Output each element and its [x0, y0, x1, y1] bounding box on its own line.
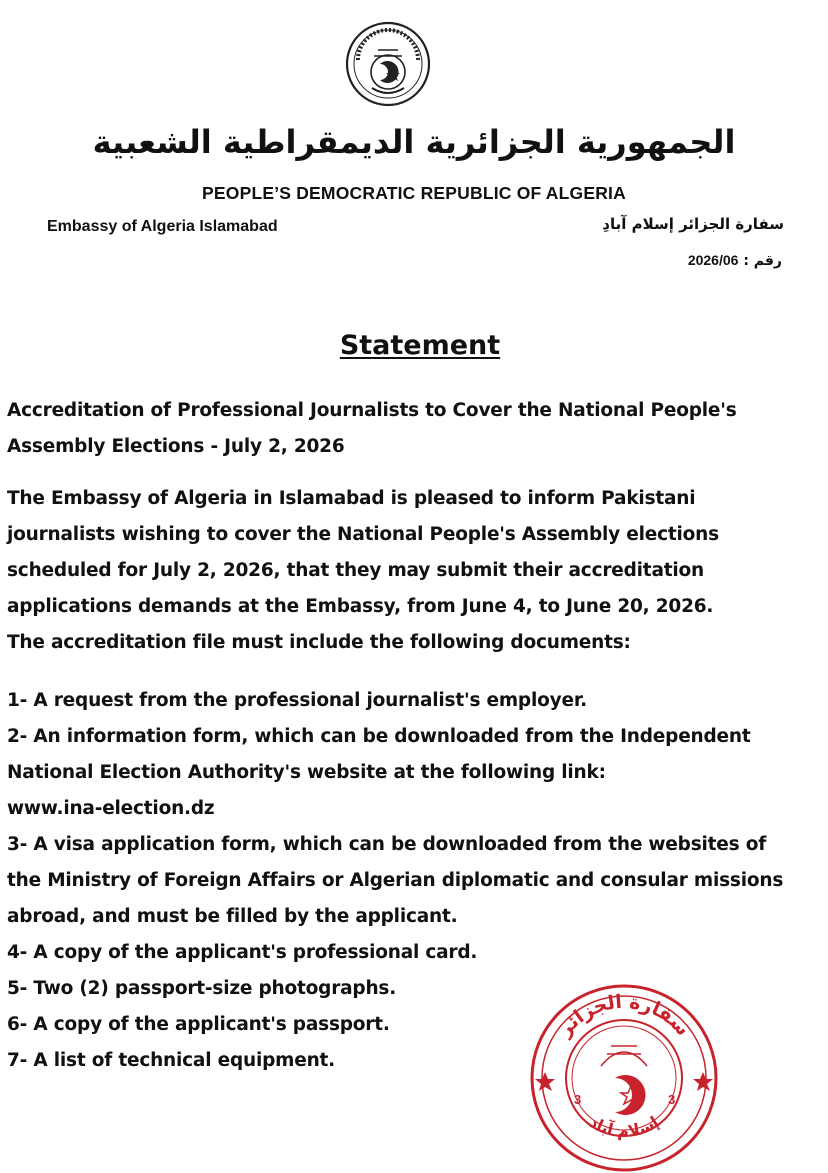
seal-number-right: 3 — [668, 1092, 676, 1107]
document-item-continuation: the Ministry of Foreign Affairs or Algerian diplomatic and consular missions — [7, 870, 784, 891]
body-line: The Embassy of Algeria in Islamabad is pleased to inform Pakistani — [7, 488, 696, 509]
body-line: The accreditation file must include the following documents: — [7, 632, 631, 653]
seal-bottom-text: إسلام آباد — [585, 1112, 663, 1141]
subject-line: Assembly Elections - July 2, 2026 — [7, 436, 345, 457]
statement-subject — [7, 393, 817, 465]
document-item: 6- A copy of the applicant's passport. — [7, 1014, 390, 1035]
election-website-link: www.ina-election.dz — [7, 798, 215, 819]
subject-line: Accreditation of Professional Journalists to Cover the National People's — [7, 400, 737, 421]
seal-number-left: 3 — [574, 1092, 582, 1107]
body-line: applications demands at the Embassy, from June 4, to June 20, 2026. — [7, 596, 714, 617]
document-item: 1- A request from the professional journalist's employer. — [7, 690, 587, 711]
reference-label: رقم : — [743, 253, 782, 269]
arabic-country-title: الجمهورية الجزائرية الديمقراطية الشعبية — [92, 123, 736, 161]
document-item: 7- A list of technical equipment. — [7, 1050, 336, 1071]
embassy-name-arabic: سفارة الجزائر إسلام آبادِ — [602, 215, 784, 233]
reference-number — [688, 252, 782, 269]
document-item: 4- A copy of the applicant's professional card. — [7, 942, 478, 963]
embassy-seal-stamp-icon — [527, 980, 722, 1173]
english-country-title: PEOPLE’S DEMOCRATIC REPUBLIC OF ALGERIA — [202, 183, 626, 203]
statement-body — [7, 481, 822, 661]
seal-top-text: سفارة الجزائر — [553, 990, 694, 1041]
body-line: journalists wishing to cover the National People's Assembly elections — [7, 524, 719, 545]
document-item: 5- Two (2) passport-size photographs. — [7, 978, 397, 999]
document-item: 2- An information form, which can be downloaded from the Independent — [7, 726, 751, 747]
reference-value: 2026/06 — [687, 252, 739, 268]
document-item: 3- A visa application form, which can be downloaded from the websites of — [7, 834, 767, 855]
document-item-continuation: abroad, and must be filled by the applicant. — [7, 906, 458, 927]
document-item-continuation: National Election Authority's website at the following link: — [7, 762, 606, 783]
statement-heading: Statement — [339, 330, 501, 361]
state-emblem-icon — [344, 20, 432, 108]
body-line: scheduled for July 2, 2026, that they may submit their accreditation — [7, 560, 704, 581]
embassy-name-english: Embassy of Algeria Islamabad — [47, 218, 278, 235]
